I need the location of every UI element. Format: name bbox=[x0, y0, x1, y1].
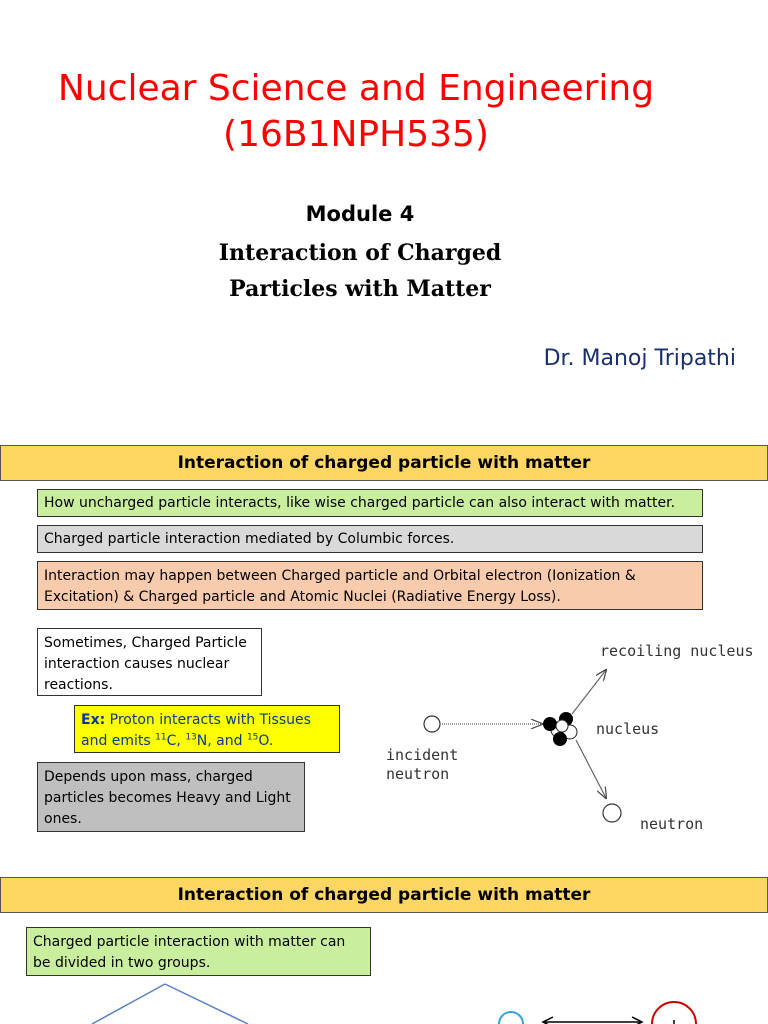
info-box-interaction-types: Interaction may happen between Charged particle and Orbital electron (Ionization & Excitation) & Charged particle and Atomic Nuclei (Radiative Energy Loss). bbox=[37, 561, 703, 610]
groups-diagram-partial bbox=[0, 978, 768, 1024]
electron-circle bbox=[499, 1012, 523, 1024]
info-box-uncharged: How uncharged particle interacts, like wise charged particle can also interact with matter. bbox=[37, 489, 703, 517]
subtitle-line2: Particles with Matter bbox=[229, 276, 491, 302]
nucleus-cluster bbox=[543, 712, 577, 746]
branch-left bbox=[92, 984, 165, 1024]
example-text: Proton interacts with Tissues and emits $^{11}$C, $^{13}$N, and $^{15}$O. bbox=[81, 712, 311, 749]
label-incident-neutron: neutron bbox=[386, 765, 450, 783]
module-label: Module 4 bbox=[305, 202, 415, 226]
course-title bbox=[0, 66, 712, 158]
course-title-line1: Nuclear Science and Engineering bbox=[57, 68, 655, 109]
example-box bbox=[74, 705, 340, 753]
info-box-nuclear-reactions: Sometimes, Charged Particle interaction causes nuclear reactions. bbox=[37, 628, 262, 696]
course-title-line2: (16B1NPH535) bbox=[223, 114, 489, 155]
recoil-arrow bbox=[572, 670, 606, 714]
label-neutron: neutron bbox=[640, 815, 704, 833]
branch-right bbox=[165, 984, 248, 1024]
author-name: Dr. Manoj Tripathi bbox=[543, 346, 736, 371]
example-label: Ex: bbox=[81, 712, 106, 728]
scatter-arrow bbox=[576, 740, 606, 798]
label-nucleus: nucleus bbox=[596, 720, 660, 738]
info-box-heavy-light: Depends upon mass, charged particles becomes Heavy and Light ones. bbox=[37, 762, 305, 832]
info-box-two-groups: Charged particle interaction with matter can be divided in two groups. bbox=[26, 927, 371, 976]
subtitle-line1: Interaction of Charged bbox=[218, 240, 502, 266]
info-box-columbic: Charged particle interaction mediated by Columbic forces. bbox=[37, 525, 703, 553]
label-recoiling-nucleus: recoiling nucleus bbox=[600, 642, 754, 660]
section-banner-2: Interaction of charged particle with matter bbox=[0, 877, 768, 913]
section-banner-1: Interaction of charged particle with matter bbox=[0, 445, 768, 481]
label-incident: incident bbox=[386, 746, 459, 764]
incident-neutron-circle bbox=[424, 716, 440, 732]
scattered-neutron-circle bbox=[603, 804, 621, 822]
neutron-scattering-diagram bbox=[380, 630, 768, 840]
